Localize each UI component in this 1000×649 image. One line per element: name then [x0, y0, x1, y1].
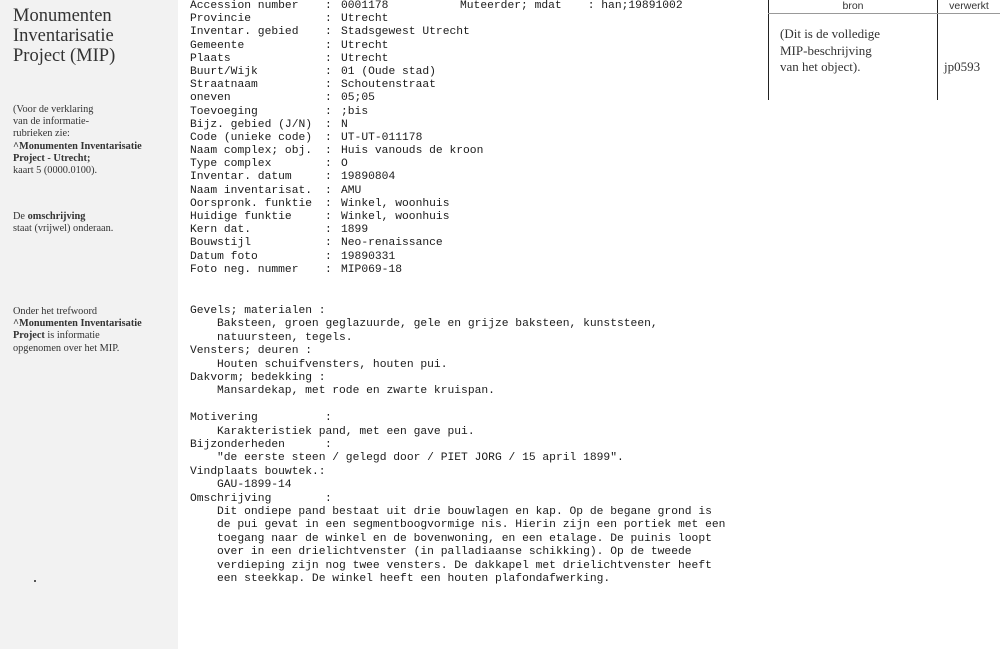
field-label: Foto neg. nummer: [190, 263, 299, 276]
mutation-value: : han;19891002: [587, 0, 683, 12]
mutation-info: [460, 0, 683, 13]
bijzonderheden-line: "de eerste steen / gelegd door / PIET JORG / 15 april 1899".: [217, 452, 624, 465]
field-label: oneven: [190, 92, 231, 105]
omschrijving-line: Dit ondiepe pand bestaat uit drie bouwlagen en kap. Op de begane grond is: [217, 505, 712, 518]
omschrijving-line: over in een drielichtvenster (in palladiaanse schikking). Op de tweede: [217, 546, 692, 559]
field-label: Gemeente: [190, 39, 245, 52]
field-label: Inventar. datum: [190, 171, 292, 184]
omschrijving-heading: Omschrijving :: [190, 492, 332, 505]
sidebar-note-explanation: (Voor de verklaring van de informatie- rubrieken zie: ^Monumenten Inventarisatie Project - Utrecht; kaart 5 (0000.0100).: [13, 104, 142, 177]
field-label: Inventar. gebied: [190, 26, 299, 39]
field-value: 0001178: [341, 0, 389, 12]
table-header-rule: [768, 13, 1000, 14]
field-value: AMU: [341, 184, 362, 197]
field-value: Utrecht: [341, 13, 389, 26]
field-colon: :: [325, 224, 332, 237]
gevels-line: Baksteen, groen geglazuurde, gele en grijze baksteen, kunststeen,: [217, 318, 658, 331]
title-line-1: Monumenten: [13, 6, 112, 26]
field-label: Naam complex; obj.: [190, 145, 313, 158]
field-value: Neo-renaissance: [341, 237, 443, 250]
reference-link-text: ^Monumenten Inventarisatie: [13, 140, 142, 152]
field-label: Bouwstijl: [190, 237, 252, 250]
field-colon: :: [325, 171, 332, 184]
field-value: 1899: [341, 224, 369, 237]
field-colon: :: [325, 211, 332, 223]
field-colon: :: [325, 118, 332, 131]
source-table: [768, 0, 1000, 100]
field-colon: :: [325, 79, 332, 92]
sidebar-note-trefwoord: Onder het trefwoord ^Monumenten Inventarisatie Project is informatie opgenomen over het MIP.: [13, 306, 142, 354]
gevels-heading: Gevels; materialen :: [190, 305, 326, 317]
field-colon: :: [325, 237, 332, 250]
sidebar-title: [13, 6, 173, 66]
field-colon: :: [325, 131, 332, 144]
field-label: Plaats: [190, 52, 231, 65]
vindplaats-heading: Vindplaats bouwtek.:: [190, 465, 326, 478]
field-label: Accession number: [190, 0, 299, 12]
field-colon: :: [325, 197, 332, 210]
scan-speck: [34, 580, 36, 582]
field-label: Type complex: [190, 158, 272, 171]
field-value: MIP069-18: [341, 263, 403, 276]
field-value: 01 (Oude stad): [341, 65, 436, 78]
field-colon: :: [325, 250, 332, 263]
field-colon: :: [325, 0, 332, 12]
field-value: Winkel, woonhuis: [341, 211, 450, 223]
field-label: Code (unieke code): [190, 131, 313, 144]
field-colon: :: [325, 52, 332, 65]
field-colon: :: [325, 263, 332, 276]
verwerkt-cell: jp0593: [944, 59, 981, 74]
field-value: 19890331: [341, 250, 396, 263]
field-label: Kern dat.: [190, 224, 252, 237]
vensters-line: Houten schuifvensters, houten pui.: [217, 358, 448, 371]
field-value: 19890804: [341, 171, 396, 184]
field-label: Oorspronk. funktie: [190, 197, 313, 210]
field-value: Utrecht: [341, 39, 389, 52]
bron-cell: (Dit is de volledige MIP-beschrijving van het object).: [780, 26, 881, 74]
bijzonderheden-heading: Bijzonderheden :: [190, 438, 332, 451]
field-colon: :: [325, 26, 332, 39]
column-header-bron: bron: [842, 0, 864, 12]
field-value: Winkel, woonhuis: [341, 197, 450, 210]
dakvorm-heading: Dakvorm; bedekking :: [190, 372, 326, 384]
motivering-line: Karakteristiek pand, met een gave pui.: [217, 425, 475, 438]
field-colon: :: [325, 105, 332, 118]
field-colon: :: [325, 92, 332, 105]
motivering-heading: Motivering :: [190, 412, 332, 425]
omschrijving-line: de pui gevat in een segmentboogvormige nis. Hierin zijn een portiek met een: [217, 519, 726, 532]
gevels-line: natuursteen, tegels.: [217, 331, 353, 344]
field-value: Stadsgewest Utrecht: [341, 26, 470, 39]
field-label: Datum foto: [190, 250, 258, 263]
field-colon: :: [325, 39, 332, 52]
vensters-heading: Vensters; deuren :: [190, 345, 313, 358]
field-colon: :: [325, 184, 332, 197]
field-label: Toevoeging: [190, 105, 258, 118]
field-value: O: [341, 158, 348, 171]
mutation-label: Muteerder; mdat: [460, 0, 562, 12]
field-label: Huidige funktie: [190, 211, 292, 223]
field-colon: :: [325, 145, 332, 158]
field-label: Buurt/Wijk: [190, 65, 258, 78]
sidebar-note-omschrijving: De omschrijving staat (vrijwel) onderaan.: [13, 211, 114, 235]
field-value: Huis vanouds de kroon: [341, 145, 484, 158]
field-label: Straatnaam: [190, 79, 258, 92]
field-value: N: [341, 118, 348, 131]
title-line-3: Project (MIP): [13, 46, 116, 66]
description-sections: [190, 305, 725, 586]
column-header-verwerkt: verwerkt: [949, 0, 989, 12]
field-value: 05;05: [341, 92, 375, 105]
sidebar: [0, 0, 178, 649]
field-label: Provincie: [190, 13, 252, 26]
omschrijving-line: een steekkap. De winkel heeft een houten plafondafwerking.: [217, 573, 611, 585]
field-colon: :: [325, 158, 332, 171]
omschrijving-line: toegang naar de winkel en de bovenwoning, en een etalage. De puinis loopt: [217, 532, 712, 545]
field-label: Naam inventarisat.: [190, 184, 313, 197]
dakvorm-line: Mansardekap, met rode en zwarte kruispan.: [217, 385, 495, 398]
field-value: Utrecht: [341, 52, 389, 65]
title-line-2: Inventarisatie: [13, 26, 114, 46]
field-value: ;bis: [341, 105, 369, 118]
field-label: Bijz. gebied (J/N): [190, 118, 313, 131]
field-value: UT-UT-011178: [341, 131, 423, 144]
table-border-left: [768, 0, 769, 100]
field-colon: :: [325, 65, 332, 78]
omschrijving-line: verdieping zijn nog twee vensters. De dakkapel met drielichtvenster heeft: [217, 559, 712, 572]
vindplaats-line: GAU-1899-14: [217, 479, 292, 492]
field-colon: :: [325, 13, 332, 26]
field-value: Schoutenstraat: [341, 79, 436, 92]
